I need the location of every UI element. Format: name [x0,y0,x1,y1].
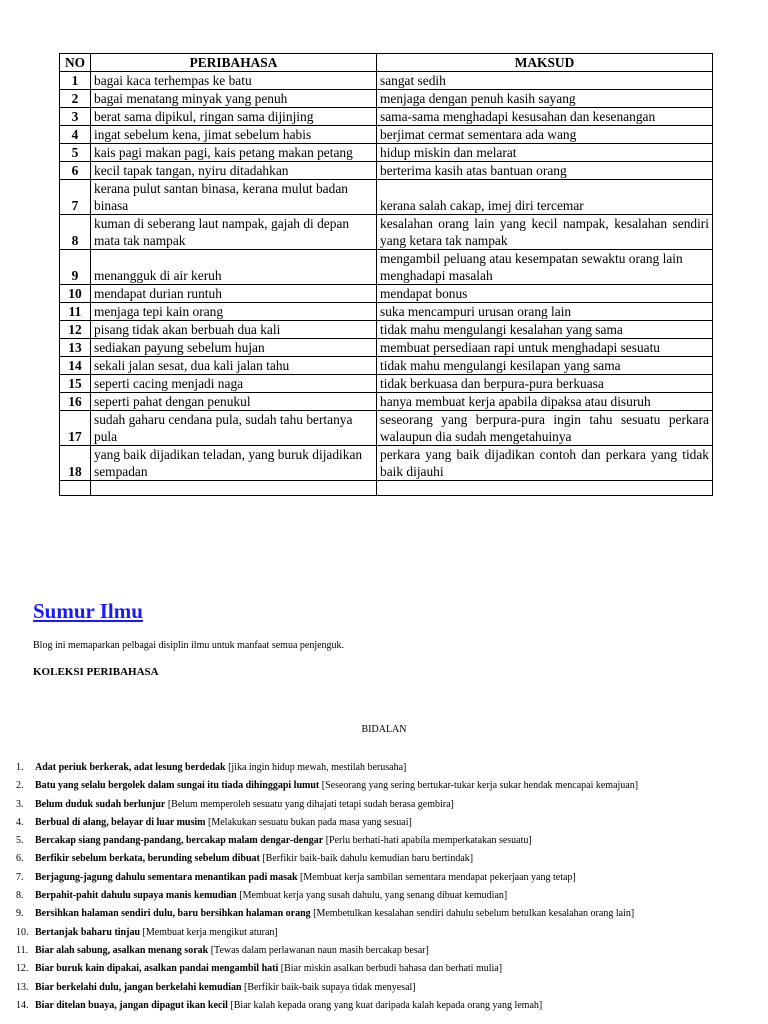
item-meaning: [Berfikir baik-baik supaya tidak menyesal] [244,981,416,993]
table-row [60,357,713,375]
list-item [16,872,638,890]
list-item [16,780,638,798]
item-number: 12. [16,963,29,975]
peribahasa-cell: bagai kaca terhempas ke batu [91,72,377,90]
peribahasa-cell: mendapat durian runtuh [91,285,377,303]
blog-title-link[interactable]: Sumur Ilmu [33,599,143,623]
table-row [60,303,713,321]
table-row [60,411,713,446]
table-row [60,375,713,393]
table-row [60,215,713,250]
list-item [16,963,638,981]
peribahasa-cell: ingat sebelum kena, jimat sebelum habis [91,126,377,144]
item-number: 5. [16,835,24,847]
peribahasa-cell: seperti cacing menjadi naga [91,375,377,393]
table-row [60,162,713,180]
item-meaning: [Berfikir baik-baik dahulu kemudian baru bertindak] [262,853,474,865]
peribahasa-cell: kuman di seberang laut nampak, gajah di depan mata tak nampak [91,215,377,250]
item-number: 6. [16,853,24,865]
item-phrase: Berfikir sebelum berkata, berunding sebelum dibuat [35,853,260,865]
item-number: 14. [16,999,29,1011]
table-row [60,393,713,411]
row-number: 14 [60,357,91,375]
maksud-cell: suka mencampuri urusan orang lain [377,303,713,321]
item-meaning: [Membuat kerja sambilan sementara mendapat pekerjaan yang tetap] [300,871,576,883]
table-row [60,321,713,339]
item-number: 4. [16,816,24,828]
item-phrase: Berjagung-jagung dahulu sementara menantikan padi masak [35,871,298,883]
item-meaning: [jika ingin hidup mewah, mestilah berusaha] [228,762,407,773]
list-item [16,908,638,926]
table-row [60,90,713,108]
maksud-cell: menjaga dengan penuh kasih sayang [377,90,713,108]
maksud-cell: sama-sama menghadapi kesusahan dan kesenangan [377,108,713,126]
item-phrase: Adat periuk berkerak, adat lesung berdedak [35,762,226,773]
list-item [16,890,638,908]
peribahasa-cell: sekali jalan sesat, dua kali jalan tahu [91,357,377,375]
blog-description: Blog ini memaparkan pelbagai disiplin ilmu untuk manfaat semua penjenguk. [33,640,345,651]
maksud-cell: mengambil peluang atau kesempatan sewaktu orang lain menghadapi masalah [377,250,713,285]
table-row [60,72,713,90]
table-row [60,285,713,303]
list-item [16,982,638,1000]
list-item [16,945,638,963]
item-phrase: Bersihkan halaman sendiri dulu, baru bersihkan halaman orang [35,908,311,920]
peribahasa-cell: yang baik dijadikan teladan, yang buruk dijadikan sempadan [91,446,377,481]
empty-cell [91,481,377,496]
item-number: 13. [16,981,29,993]
item-meaning: [Melakukan sesuatu bukan pada masa yang sesuai] [208,816,412,828]
table-row [60,180,713,215]
list-item [16,1000,638,1018]
table-row [60,339,713,357]
row-number: 5 [60,144,91,162]
row-number: 2 [60,90,91,108]
peribahasa-cell: kecil tapak tangan, nyiru ditadahkan [91,162,377,180]
row-number: 7 [60,180,91,215]
row-number: 18 [60,446,91,481]
table-row [60,250,713,285]
list-item [16,799,638,817]
list-item [16,853,638,871]
table-row [60,108,713,126]
maksud-cell: kesalahan orang lain yang kecil nampak, kesalahan sendiri yang ketara tak nampak [377,215,713,250]
row-number: 12 [60,321,91,339]
row-number: 17 [60,411,91,446]
row-number: 16 [60,393,91,411]
row-number: 4 [60,126,91,144]
maksud-cell: tidak mahu mengulangi kesalahan yang sama [377,321,713,339]
item-phrase: Biar berkelahi dulu, jangan berkelahi kemudian [35,981,242,993]
table-header-row [60,54,713,72]
peribahasa-cell: pisang tidak akan berbuah dua kali [91,321,377,339]
item-meaning: [Membuat kerja mengikut aturan] [142,926,278,938]
list-item [16,927,638,945]
item-phrase: Biar ditelan buaya, jangan dipagut ikan kecil [35,999,228,1011]
bidalan-list [16,762,638,1018]
maksud-cell: membuat persediaan rapi untuk menghadapi sesuatu [377,339,713,357]
peribahasa-cell: kais pagi makan pagi, kais petang makan petang [91,144,377,162]
row-number: 11 [60,303,91,321]
empty-cell [60,481,91,496]
item-phrase: Belum duduk sudah berlunjur [35,798,166,810]
item-number: 1. [16,762,24,773]
row-number: 8 [60,215,91,250]
item-meaning: [Tewas dalam perlawanan naun masih bercakap besar] [210,944,429,956]
table-row [60,446,713,481]
row-number: 9 [60,250,91,285]
item-number: 7. [16,871,24,883]
maksud-cell: tidak mahu mengulangi kesilapan yang sama [377,357,713,375]
maksud-cell: perkara yang baik dijadikan contoh dan perkara yang tidak baik dijauhi [377,446,713,481]
maksud-cell: seseorang yang berpura-pura ingin tahu sesuatu perkara walaupun dia sudah mengetahuinya [377,411,713,446]
row-number: 3 [60,108,91,126]
item-number: 10. [16,926,29,938]
peribahasa-cell: berat sama dipikul, ringan sama dijinjing [91,108,377,126]
maksud-cell: berjimat cermat sementara ada wang [377,126,713,144]
maksud-cell: hidup miskin dan melarat [377,144,713,162]
item-number: 11. [16,944,29,956]
item-meaning: [Biar miskin asalkan berbudi bahasa dan berhati mulia] [280,963,503,975]
table-row [60,126,713,144]
section-heading: BIDALAN [361,724,407,735]
row-number: 6 [60,162,91,180]
item-meaning: [Membetulkan kesalahan sendiri dahulu sebelum betulkan kesalahan orang lain] [313,908,635,920]
item-phrase: Bercakap siang pandang-pandang, bercakap malam dengar-dengar [35,835,324,847]
peribahasa-cell: menjaga tepi kain orang [91,303,377,321]
item-phrase: Bertanjak baharu tinjau [35,926,141,938]
item-number: 3. [16,798,24,810]
maksud-cell: sangat sedih [377,72,713,90]
item-meaning: [Perlu berhati-hati apabila memperkatakan sesuatu] [325,835,532,847]
list-item [16,817,638,835]
item-meaning: [Biar kalah kepada orang yang kuat daripada kalah kepada orang yang lemah] [230,999,543,1011]
item-meaning: [Membuat kerja yang susah dahulu, yang senang dibuat kemudian] [239,890,508,902]
list-item [16,835,638,853]
maksud-cell: berterima kasih atas bantuan orang [377,162,713,180]
item-number: 8. [16,890,24,902]
peribahasa-table [59,53,713,496]
table-row [60,144,713,162]
item-number: 2. [16,780,24,792]
item-meaning: [Belum memperoleh sesuatu yang dihajati tetapi sudah berasa gembira] [167,798,454,810]
maksud-cell: mendapat bonus [377,285,713,303]
table-body [60,72,713,496]
header-peribahasa: PERIBAHASA [91,54,377,72]
item-phrase: Biar alah sabung, asalkan menang sorak [35,944,209,956]
peribahasa-cell: bagai menatang minyak yang penuh [91,90,377,108]
maksud-cell: hanya membuat kerja apabila dipaksa atau disuruh [377,393,713,411]
empty-cell [377,481,713,496]
peribahasa-cell: seperti pahat dengan penukul [91,393,377,411]
item-meaning: [Seseorang yang sering bertukar-tukar kerja sukar hendak mencapai kemajuan] [321,780,639,792]
maksud-cell: tidak berkuasa dan berpura-pura berkuasa [377,375,713,393]
header-maksud: MAKSUD [377,54,713,72]
peribahasa-cell: sudah gaharu cendana pula, sudah tahu bertanya pula [91,411,377,446]
peribahasa-cell: menangguk di air keruh [91,250,377,285]
list-item [16,762,638,780]
collection-heading: KOLEKSI PERIBAHASA [33,666,159,678]
header-no: NO [60,54,91,72]
row-number: 10 [60,285,91,303]
maksud-cell: kerana salah cakap, imej diri tercemar [377,180,713,215]
row-number: 1 [60,72,91,90]
item-phrase: Berpahit-pahit dahulu supaya manis kemudian [35,890,237,902]
peribahasa-cell: sediakan payung sebelum hujan [91,339,377,357]
row-number: 15 [60,375,91,393]
row-number: 13 [60,339,91,357]
item-phrase: Berbual di alang, belayar di luar musim [35,816,206,828]
item-phrase: Biar buruk kain dipakai, asalkan pandai mengambil hati [35,963,279,975]
item-number: 9. [16,908,24,920]
empty-table-row [60,481,713,496]
peribahasa-cell: kerana pulut santan binasa, kerana mulut badan binasa [91,180,377,215]
item-phrase: Batu yang selalu bergolek dalam sungai itu tiada dihinggapi lumut [35,780,320,792]
